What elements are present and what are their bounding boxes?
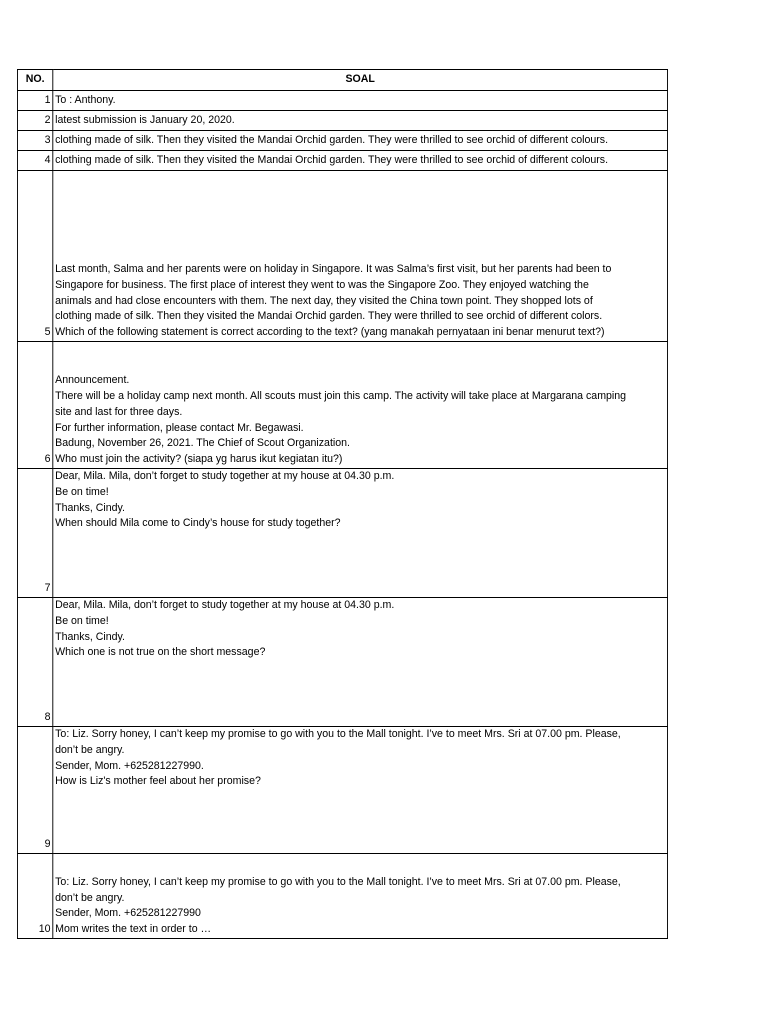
table-row [17,598,667,727]
question-line: Which one is not true on the short message? [55,646,266,659]
question-line: Announcement. [55,374,130,387]
question-line: Sender, Mom. +625281227990 [55,907,201,920]
table-row [17,151,667,171]
row-number: 7 [17,469,52,598]
table-row [17,171,667,342]
question-line: Singapore for business. The first place of interest they went to was the Singapore Zoo. They enjoyed watching the [55,278,589,291]
question-line: Thanks, Cindy. [55,630,125,643]
row-number: 9 [17,727,52,854]
question-text [53,111,668,131]
row-number: 4 [17,151,52,171]
table-row [17,342,667,469]
question-table [17,69,668,939]
question-line: don’t be angry. [55,743,125,756]
question-line: To : Anthony. [55,93,116,106]
question-line: Dear, Mila. Mila, don’t forget to study together at my house at 04.30 p.m. [55,470,395,482]
row-number: 5 [17,171,52,342]
row-number: 8 [17,598,52,727]
row-number: 1 [17,91,52,111]
question-line: clothing made of silk. Then they visited the Mandai Orchid garden. They were thrilled to see orchid of different colours. [55,153,609,166]
table-row [17,469,667,598]
question-line: To: Liz. Sorry honey, I can’t keep my promise to go with you to the Mall tonight. I’ve to meet Mrs. Sri at 07.00 pm. Please, [55,875,621,888]
question-line: For further information, please contact Mr. Begawasi. [55,421,304,434]
question-line: Who must join the activity? (siapa yg harus ikut kegiatan itu?) [55,453,343,466]
question-text [53,342,668,469]
question-line: To: Liz. Sorry honey, I can’t keep my promise to go with you to the Mall tonight. I’ve to meet Mrs. Sri at 07.00 pm. Please, [55,728,621,740]
question-text [53,171,668,342]
question-text [53,727,668,854]
question-line: Dear, Mila. Mila, don’t forget to study together at my house at 04.30 p.m. [55,599,395,611]
question-text [53,854,668,939]
question-line: How is Liz's mother feel about her promise? [55,775,261,788]
table-row [17,91,667,111]
question-line: Which of the following statement is correct according to the text? (yang manakah pernyataan ini benar menurut text?) [55,326,605,339]
question-line: animals and had close encounters with them. The next day, they visited the China town point. They shopped lots of [55,294,593,307]
table-row [17,131,667,151]
question-line: Sender, Mom. +625281227990. [55,759,204,772]
question-line: clothing made of silk. Then they visited the Mandai Orchid garden. They were thrilled to see orchid of different colours. [55,133,609,146]
header-row [17,70,667,91]
question-text [53,469,668,598]
question-text [53,151,668,171]
question-line: Last month, Salma and her parents were on holiday in Singapore. It was Salma’s first visit, but her parents had been to [55,263,612,276]
question-line: don’t be angry. [55,891,125,904]
header-no: NO. [17,70,52,91]
question-text [53,131,668,151]
row-number: 10 [17,854,52,939]
question-line: clothing made of silk. Then they visited the Mandai Orchid garden. They were thrilled to see orchid of different colors. [55,310,603,323]
row-number: 6 [17,342,52,469]
table-row [17,727,667,854]
question-line: Mom writes the text in order to … [55,923,212,936]
table-row [17,111,667,131]
question-line: There will be a holiday camp next month. All scouts must join this camp. The activity will take place at Margarana camping [55,390,627,403]
question-text [53,91,668,111]
question-line: Badung, November 26, 2021. The Chief of Scout Organization. [55,437,350,450]
header-soal: SOAL [53,70,668,91]
question-text [53,598,668,727]
question-line: Be on time! [55,485,109,498]
question-line: Thanks, Cindy. [55,501,125,514]
question-line: latest submission is January 20, 2020. [55,113,235,126]
row-number: 3 [17,131,52,151]
table-row [17,854,667,939]
question-line: Be on time! [55,614,109,627]
row-number: 2 [17,111,52,131]
question-line: When should Mila come to Cindy’s house for study together? [55,517,341,530]
question-line: site and last for three days. [55,405,183,418]
